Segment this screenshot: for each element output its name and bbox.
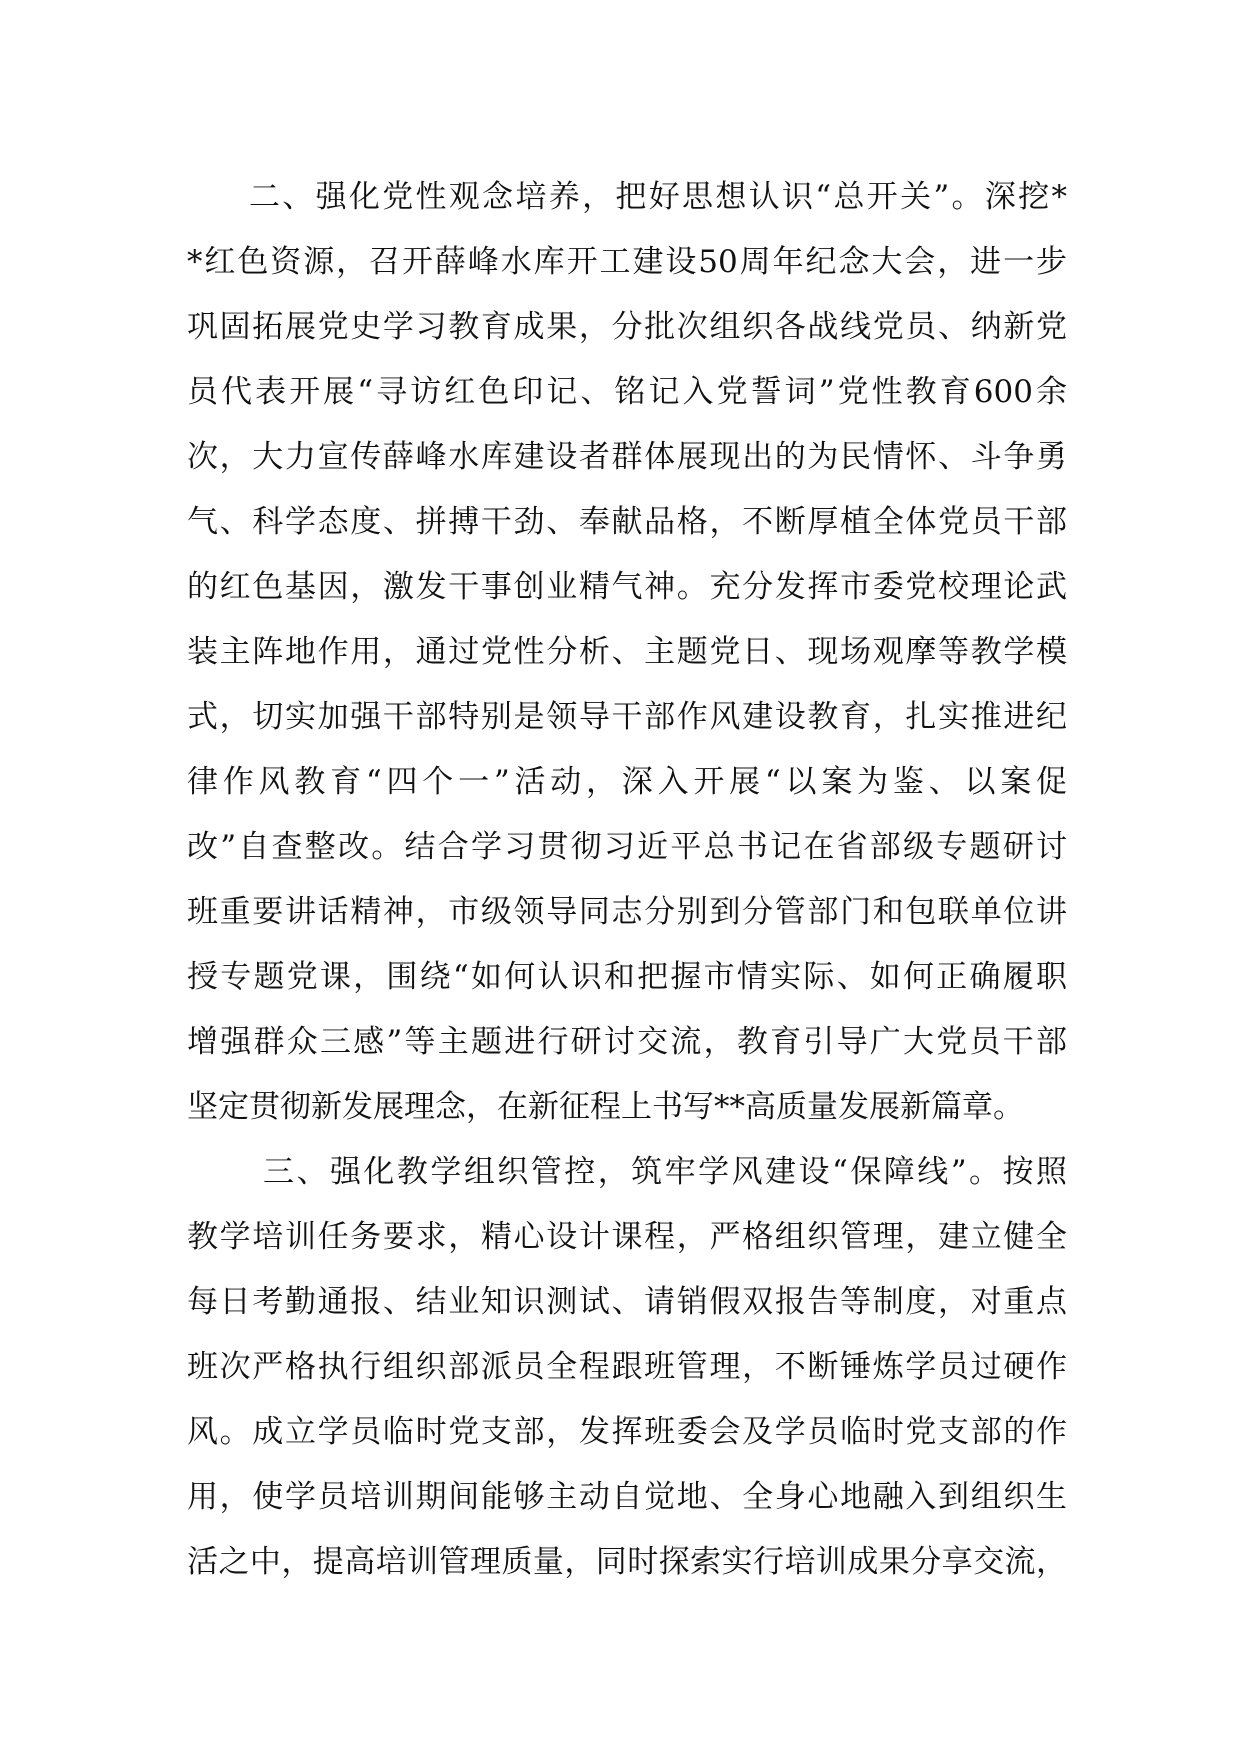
- text-line: 二、强化党性观念培养，把好思想认识“总开关”。深挖*: [249, 179, 1067, 215]
- paragraph-section-2: [187, 165, 1067, 1140]
- text-line: 装主阵地作用，通过党性分析、主题党日、现场观摩等教学模: [187, 634, 1067, 670]
- text-line: 班次严格执行组织部派员全程跟班管理，不断锤炼学员过硬作: [187, 1349, 1067, 1385]
- text-line: 式，切实加强干部特别是领导干部作风建设教育，扎实推进纪: [187, 699, 1067, 735]
- text-line: 改”自查整改。结合学习贯彻习近平总书记在省部级专题研讨: [187, 829, 1067, 865]
- text-line: 员代表开展“寻访红色印记、铭记入党誓词”党性教育600余: [187, 374, 1067, 410]
- document-body: [187, 165, 1067, 1595]
- text-line: 授专题党课，围绕“如何认识和把握市情实际、如何正确履职: [187, 959, 1067, 995]
- text-line: *红色资源，召开薛峰水库开工建设50周年纪念大会，进一步: [187, 244, 1067, 280]
- text-line: 教学培训任务要求，精心设计课程，严格组织管理，建立健全: [187, 1219, 1067, 1255]
- text-line: 巩固拓展党史学习教育成果，分批次组织各战线党员、纳新党: [187, 309, 1067, 345]
- text-line: 律作风教育“四个一”活动，深入开展“以案为鉴、以案促: [187, 764, 1067, 800]
- text-line: 气、科学态度、拼搏干劲、奉献品格，不断厚植全体党员干部: [187, 504, 1067, 540]
- text-line: 每日考勤通报、结业知识测试、请销假双报告等制度，对重点: [187, 1284, 1067, 1320]
- text-line: 班重要讲话精神，市级领导同志分别到分管部门和包联单位讲: [187, 894, 1067, 930]
- text-line: 坚定贯彻新发展理念，在新征程上书写**高质量发展新篇章。: [187, 1089, 1024, 1125]
- text-line: 三、强化教学组织管控，筑牢学风建设“保障线”。按照: [263, 1154, 1067, 1190]
- text-line: 活之中，提高培训管理质量，同时探索实行培训成果分享交流，: [187, 1544, 1067, 1580]
- paragraph-section-3: [187, 1140, 1067, 1595]
- text-line: 次，大力宣传薛峰水库建设者群体展现出的为民情怀、斗争勇: [187, 439, 1067, 475]
- text-line: 增强群众三感”等主题进行研讨交流，教育引导广大党员干部: [187, 1024, 1067, 1060]
- text-line: 用，使学员培训期间能够主动自觉地、全身心地融入到组织生: [187, 1479, 1067, 1515]
- text-line: 的红色基因，激发干事创业精气神。充分发挥市委党校理论武: [187, 569, 1067, 605]
- text-line: 风。成立学员临时党支部，发挥班委会及学员临时党支部的作: [187, 1414, 1067, 1450]
